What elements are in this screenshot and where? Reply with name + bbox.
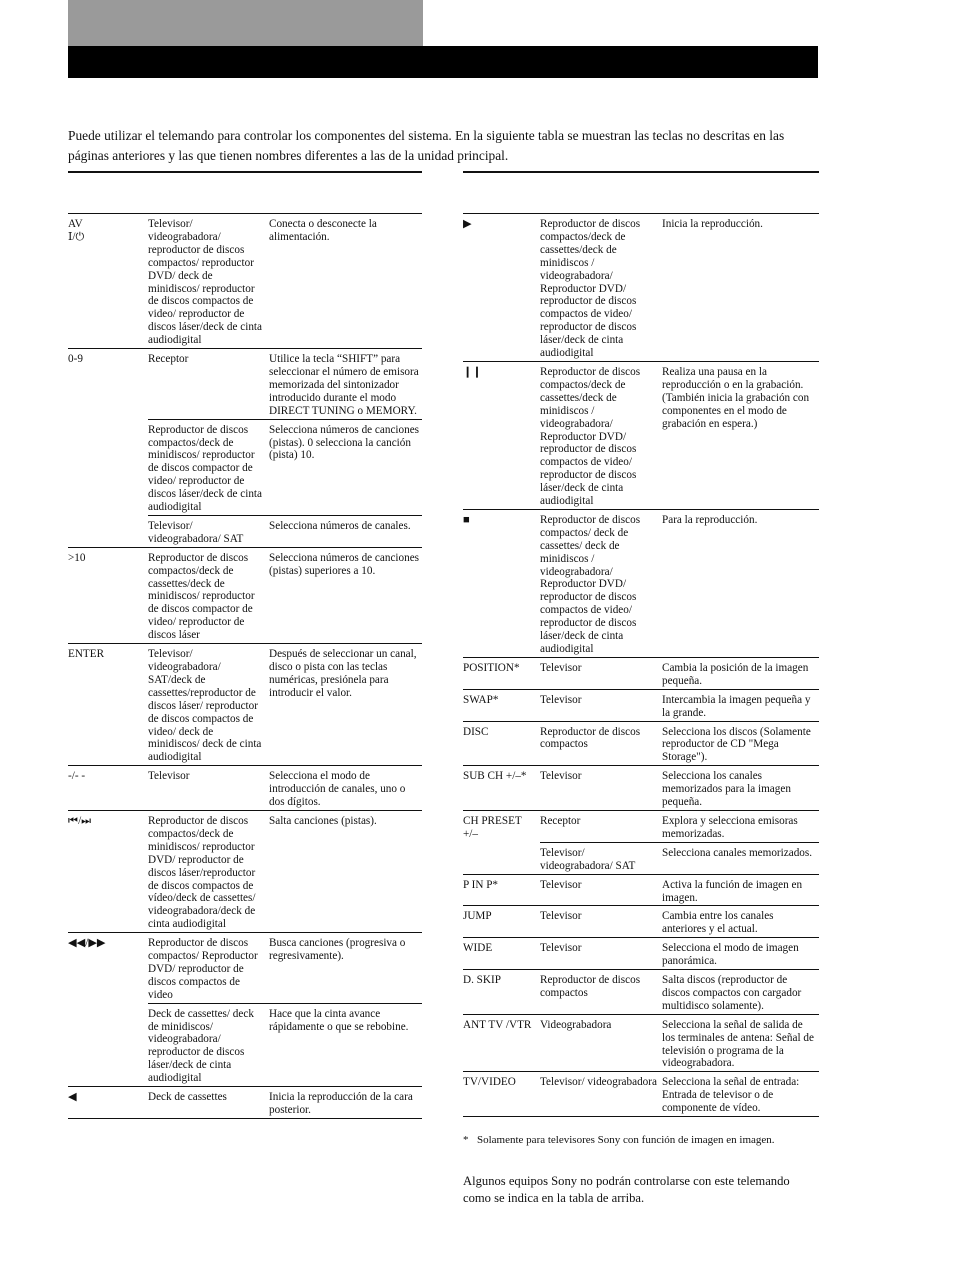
function-cell: Selecciona la señal de salida de los terminales de antena: Señal de televisión o programa de la videograbadora. (662, 1014, 819, 1072)
remote-key-cell: DISC (463, 721, 540, 766)
right-column (463, 171, 819, 1207)
remote-key-cell: D. SKIP (463, 970, 540, 1015)
component-cell: Televisor/ videograbadora/ SAT (148, 515, 269, 547)
remote-key-cell: 0-9 (68, 349, 148, 548)
remote-key-cell: ◀ (68, 1087, 148, 1119)
component-cell: Deck de cassettes (148, 1087, 269, 1119)
function-cell: Realiza una pausa en la reproducción o en la grabación. (También inicia la grabación con componentes en el modo de grabación en espera.) (662, 361, 819, 509)
component-cell: Televisor/ videograbadora/ SAT/deck de cassettes/reproductor de discos láser/ reproductor de discos compactos de video/ deck de minidiscos/ deck de cinta audiodigital (148, 644, 269, 766)
table-row (463, 721, 819, 766)
function-cell: Selecciona canales memorizados. (662, 842, 819, 874)
table-row (463, 1072, 819, 1117)
table-row (463, 938, 819, 970)
left-table-body (68, 214, 422, 1119)
remote-key-cell: JUMP (463, 906, 540, 938)
header-gray-tab (68, 0, 423, 46)
function-cell: Inicia la reproducción de la cara posterior. (269, 1087, 422, 1119)
left-remote-table (68, 213, 422, 1119)
component-cell: Televisor (540, 906, 662, 938)
function-cell: Selecciona la señal de entrada: Entrada de televisor o de componente de vídeo. (662, 1072, 819, 1117)
component-cell: Receptor (148, 349, 269, 420)
table-row (463, 766, 819, 811)
function-cell: Conecta o desconecte la alimentación. (269, 214, 422, 349)
table-row (463, 810, 819, 842)
component-cell: Televisor (540, 657, 662, 689)
remote-key-cell: -/- - (68, 766, 148, 811)
table-row (68, 644, 422, 766)
table-row (463, 1014, 819, 1072)
remote-key-cell: P IN P* (463, 874, 540, 906)
remote-key-cell: ◀◀/▶▶ (68, 933, 148, 1087)
component-cell: Reproductor de discos compactos (540, 721, 662, 766)
component-cell: Reproductor de discos compactos/deck de minidiscos/ reproductor DVD/ reproductor de discos láser/reproductor de discos compactos de vídeo/deck de cassettes/ videograbadora/deck de cinta audiodigital (148, 810, 269, 932)
table-row (68, 766, 422, 811)
function-cell: Después de seleccionar un canal, disco o pista con las teclas numéricas, presiónela para introducir el valor. (269, 644, 422, 766)
remote-key-cell: SWAP* (463, 689, 540, 721)
component-cell: Receptor (540, 810, 662, 842)
function-cell: Intercambia la imagen pequeña y la grande. (662, 689, 819, 721)
component-cell: Televisor (540, 874, 662, 906)
intro-paragraph: Puede utilizar el telemando para controlar los componentes del sistema. En la siguiente tabla se muestran las teclas no descritas en las páginas anteriores y las que tienen nombres diferentes a las de la unidad principal. (68, 128, 785, 163)
remote-key-cell: ▶ (463, 214, 540, 362)
remote-key-cell: POSITION* (463, 657, 540, 689)
table-row (463, 657, 819, 689)
remote-key-cell: SUB CH +/–* (463, 766, 540, 811)
function-cell: Utilice la tecla “SHIFT” para seleccionar el número de emisora memorizada del sintonizador introducido durante el modo DIRECT TUNING o MEMORY. (269, 349, 422, 420)
component-cell: Reproductor de discos compactos/deck de minidiscos/ reproductor de discos compactor de video/ reproductor de discos láser/deck de cinta audiodigital (148, 419, 269, 515)
function-cell: Busca canciones (progresiva o regresivamente). (269, 933, 422, 1004)
table-row (463, 214, 819, 362)
table-row (463, 906, 819, 938)
table-row (463, 361, 819, 509)
component-cell: Televisor (540, 689, 662, 721)
component-cell: Deck de cassettes/ deck de minidiscos/ videograbadora/ reproductor de discos láser/deck de cinta audiodigital (148, 1003, 269, 1086)
component-cell: Televisor (540, 938, 662, 970)
table-row (68, 810, 422, 932)
right-remote-table (463, 213, 819, 1117)
footnote-text: Solamente para televisores Sony con función de imagen en imagen. (477, 1134, 775, 1147)
table-row (68, 214, 422, 349)
remote-key-cell: ⏮/⏭ (68, 810, 148, 932)
table-row (463, 874, 819, 906)
remote-key-cell: ENTER (68, 644, 148, 766)
component-cell: Televisor (148, 766, 269, 811)
function-cell: Selecciona números de canciones (pistas) superiores a 10. (269, 547, 422, 643)
component-cell: Reproductor de discos compactos/deck de cassettes/deck de minidiscos / videograbadora/ Reproductor DVD/ reproductor de discos compactos de video/ reproductor de discos láser/deck de cinta audiodigital (540, 214, 662, 362)
function-cell: Selecciona los discos (Solamente reproductor de CD "Mega Storage"). (662, 721, 819, 766)
remote-key-cell: ■ (463, 509, 540, 657)
remote-key-cell: >10 (68, 547, 148, 643)
table-row (463, 689, 819, 721)
component-cell: Reproductor de discos compactos/ Reproductor DVD/ reproductor de discos compactos de video (148, 933, 269, 1004)
function-cell: Selecciona números de canciones (pistas). 0 selecciona la canción (pista) 10. (269, 419, 422, 515)
function-cell: Activa la función de imagen en imagen. (662, 874, 819, 906)
component-cell: Reproductor de discos compactos/deck de cassettes/deck de minidiscos/ reproductor de discos compactor de video/ reproductor de discos láser (148, 547, 269, 643)
function-cell: Selecciona el modo de imagen panorámica. (662, 938, 819, 970)
function-cell: Explora y selecciona emisoras memorizadas. (662, 810, 819, 842)
remote-key-cell: ❙❙ (463, 361, 540, 509)
component-cell: Televisor/ videograbadora (540, 1072, 662, 1117)
function-cell: Hace que la cinta avance rápidamente o que se rebobine. (269, 1003, 422, 1086)
function-cell: Para la reproducción. (662, 509, 819, 657)
remote-key-cell: AV Ⅰ/⏻ (68, 214, 148, 349)
function-cell: Selecciona números de canales. (269, 515, 422, 547)
function-cell: Cambia la posición de la imagen pequeña. (662, 657, 819, 689)
closing-paragraph: Algunos equipos Sony no podrán controlarse con este telemando como se indica en la tabla de arriba. (463, 1174, 790, 1206)
table-row (463, 509, 819, 657)
remote-key-cell: ANT TV /VTR (463, 1014, 540, 1072)
header-black-bar (68, 46, 818, 78)
remote-key-cell: TV/VIDEO (463, 1072, 540, 1117)
function-cell: Inicia la reproducción. (662, 214, 819, 362)
footnote-mark: * (463, 1134, 469, 1147)
left-column (68, 171, 422, 1119)
component-cell: Televisor (540, 766, 662, 811)
component-cell: Televisor/ videograbadora/ reproductor de discos compactos/ reproductor DVD/ deck de minidiscos/ reproductor de discos compactos de video/ reproductor de discos láser/deck de cinta audiodigital (148, 214, 269, 349)
function-cell: Selecciona los canales memorizados para la imagen pequeña. (662, 766, 819, 811)
component-cell: Reproductor de discos compactos/ deck de cassettes/ deck de minidiscos / videograbadora/ Reproductor DVD/ reproductor de discos compactos de video/ reproductor de discos láser/deck de cinta audiodigital (540, 509, 662, 657)
function-cell: Salta discos (reproductor de discos compactos con cargador multidisco solamente). (662, 970, 819, 1015)
remote-key-cell: CH PRESET +/– (463, 810, 540, 874)
right-table-body (463, 214, 819, 1117)
table-row (463, 970, 819, 1015)
component-cell: Reproductor de discos compactos (540, 970, 662, 1015)
component-cell: Televisor/ videograbadora/ SAT (540, 842, 662, 874)
function-cell: Selecciona el modo de introducción de canales, uno o dos dígitos. (269, 766, 422, 811)
remote-key-cell: WIDE (463, 938, 540, 970)
component-cell: Reproductor de discos compactos/deck de cassettes/deck de minidiscos / videograbadora/ Reproductor DVD/ reproductor de discos compactos de video/ reproductor de discos láser/deck de cinta audiodigital (540, 361, 662, 509)
table-row (68, 1087, 422, 1119)
function-cell: Salta canciones (pistas). (269, 810, 422, 932)
function-cell: Cambia entre los canales anteriores y el actual. (662, 906, 819, 938)
table-row (68, 349, 422, 420)
footnote (463, 1133, 819, 1147)
table-row (68, 933, 422, 1004)
table-row (68, 547, 422, 643)
component-cell: Videograbadora (540, 1014, 662, 1072)
